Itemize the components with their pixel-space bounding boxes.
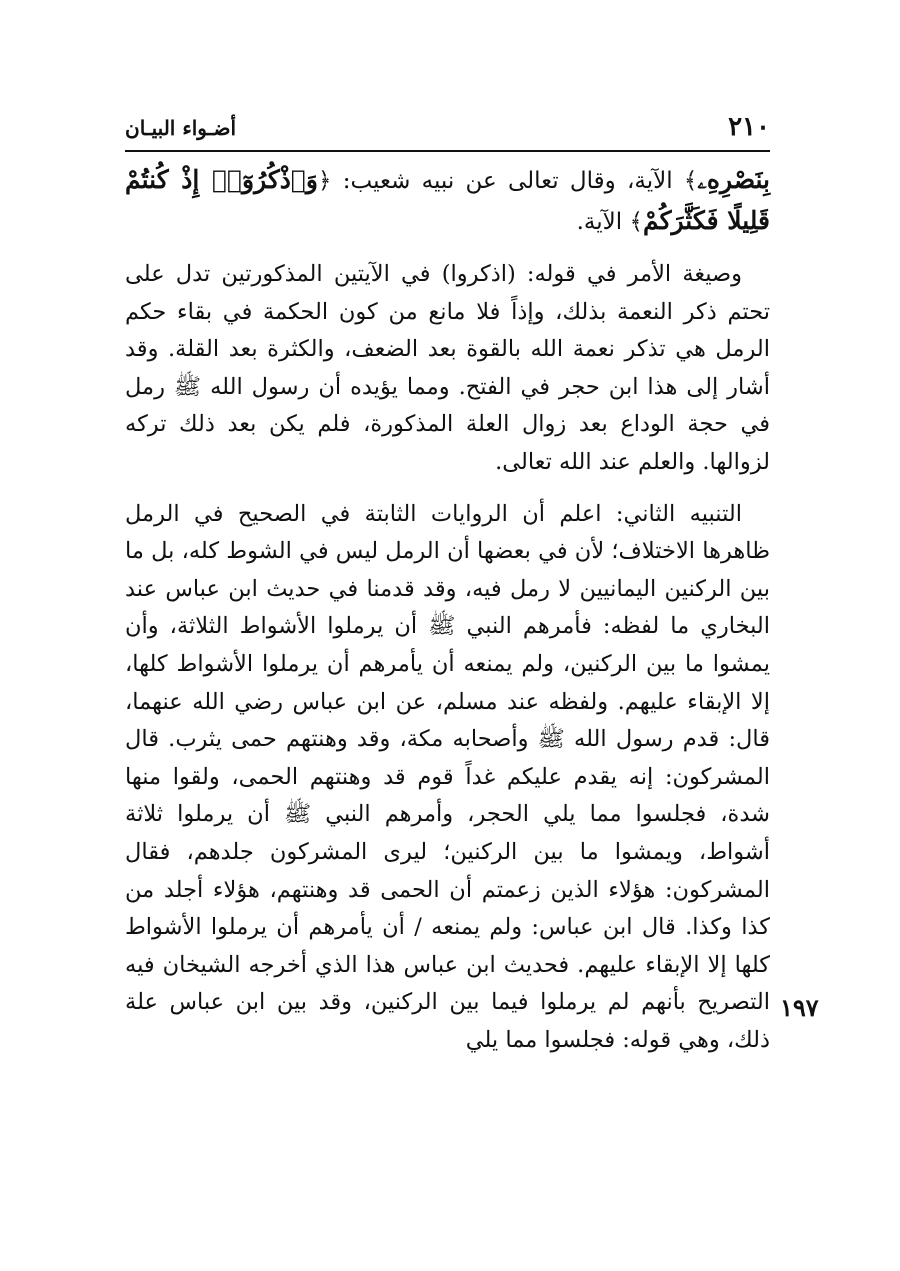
verse-connector-text: ﴾ الآية، وقال تعالى عن نبيه شعيب: ﴿ [318,168,698,194]
paragraph-1: وصيغة الأمر في قوله: (اذكروا) في الآيتين المذكورتين تدل على تحتم ذكر النعمة بذلك، وإذاً فلا مانع من كون الحكمة في بقاء حكم الرمل هي تذكر نعمة الله بالقوة بعد الضعف، والكثرة بعد القلة. وقد أشار إلى هذا ابن حجر في الفتح. ومما يؤيده أن رسول الله ﷺ رمل في حجة الوداع بعد زوال العلة المذكورة، فلم يكن بعد ذلك تركه لزوالها. والعلم عند الله تعالى. [125,261,770,475]
paragraph-2: التنبيه الثاني: اعلم أن الروايات الثابتة في الصحيح في الرمل ظاهرها الاختلاف؛ لأن في بعضها أن الرمل ليس في الشوط كله، بل ما بين الركنين اليمانيين لا رمل فيه، وقد قدمنا في حديث ابن عباس عند البخاري ما لفظه: فأمرهم النبي ﷺ أن يرملوا الأشواط الثلاثة، وأن يمشوا ما بين الركنين، ولم يمنعه أن يأمرهم أن يرملوا الأشواط كلها، إلا الإبقاء عليهم. ولفظه عند مسلم، عن ابن عباس رضي الله عنهما، قال: قدم رسول الله ﷺ وأصحابه مكة، وقد وهنتهم حمى يثرب. قال المشركون: إنه يقدم عليكم غداً قوم قد وهنتهم الحمى، ولقوا منها شدة، فجلسوا مما يلي الحجر، وأمرهم النبي ﷺ أن يرملوا ثلاثة أشواط، ويمشوا ما بين الركنين؛ ليرى المشركون جلدهم، فقال المشركون: هؤلاء الذين زعمتم أن الحمى قد وهنتهم، هؤلاء أجلد من كذا وكذا. قال ابن عباس: ولم يمنعه / أن يأمرهم أن يرملوا الأشواط كلها إلا الإبقاء عليهم. فحديث ابن عباس هذا الذي أخرجه الشيخان فيه التصريح بأنهم لم يرملوا فيما بين الركنين، وقد بين ابن عباس علة ذلك، وهي قوله: فجلسوا مما يلي [125,500,770,1053]
margin-page-marker: ١٩٧ [780,993,819,1022]
verse-paragraph [125,160,770,242]
quran-verse: وَٱذْكُرُوٓا۟ إِذْ كُنتُمْ قَلِيلًا فَكَثَّرَكُمْ [125,165,770,235]
verse-suffix-text: ﴾ الآية. [576,209,643,235]
header-rule [125,150,770,152]
body-text [125,160,770,1059]
page-number: ٢١٠ [728,112,770,142]
quran-verse-fragment: بِنَصْرِهِۦ [697,165,770,194]
page-header [125,108,770,148]
paragraph-gap [125,482,770,496]
running-title: أضـواء البيـان [125,116,237,140]
